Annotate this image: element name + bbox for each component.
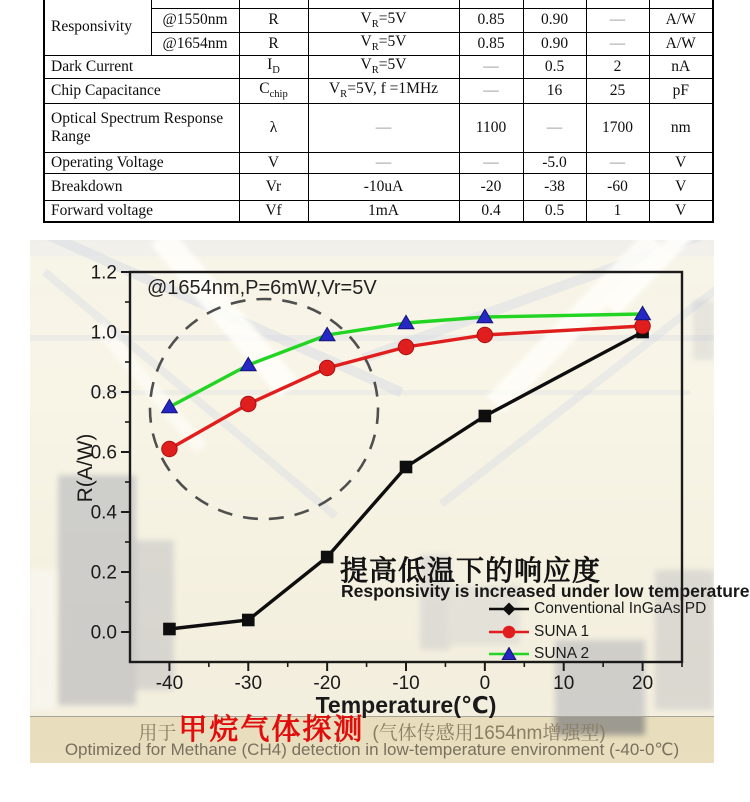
legend-label: SUNA 1 [534, 622, 590, 640]
cell-min: 0.4 [459, 200, 523, 222]
cell-max: — [586, 8, 649, 32]
cell-typ: — [523, 103, 586, 152]
cell-unit: V [649, 152, 713, 173]
cell-param: Operating Voltage [44, 152, 239, 173]
table-cell-clipped [523, 0, 586, 8]
cell-unit: A/W [649, 8, 713, 32]
cell-condition: $V_R=5V$ [308, 55, 459, 78]
highlight-text-english: Responsivity is increased under low temperature [341, 581, 750, 601]
table-row [44, 103, 713, 152]
cell-unit: nA [649, 55, 713, 78]
svg-text:1.0: 1.0 [90, 322, 117, 344]
cell-min: — [459, 55, 523, 78]
cell-symbol: $I_D$ [239, 55, 308, 78]
cell-max: — [586, 152, 649, 173]
plot-condition-annotation: @1654nm,P=6mW,Vr=5V [147, 277, 377, 299]
cell-condition: $V_R=5V$ [308, 32, 459, 55]
svg-text:0.4: 0.4 [90, 502, 117, 524]
chart-legend [488, 598, 706, 666]
table-row [44, 200, 713, 222]
cell-param-responsivity: Responsivity [44, 0, 151, 55]
y-axis-label: R(A/W) [74, 433, 97, 503]
cell-param: Chip Capacitance [44, 78, 239, 103]
table-cell-clipped [239, 0, 308, 8]
svg-text:10: 10 [553, 673, 575, 694]
cell-wavelength: @1654nm [151, 32, 239, 55]
cell-max: — [586, 32, 649, 55]
cell-unit: nm [649, 103, 713, 152]
cell-symbol: R [239, 32, 308, 55]
table-row [44, 152, 713, 173]
cell-condition: $V_R=5V$, f =1MHz [308, 78, 459, 103]
cell-symbol: R [239, 8, 308, 32]
cell-min: 0.85 [459, 8, 523, 32]
svg-text:-20: -20 [313, 673, 341, 694]
cell-condition: — [308, 103, 459, 152]
cell-typ: 0.90 [523, 8, 586, 32]
cell-param: Dark Current [44, 55, 239, 78]
svg-text:0.8: 0.8 [90, 382, 117, 404]
cell-param: Breakdown [44, 173, 239, 200]
cell-min: 1100 [459, 103, 523, 152]
cell-unit: V [649, 173, 713, 200]
table-cell-clipped [151, 0, 239, 8]
svg-text:0.0: 0.0 [90, 622, 117, 644]
caption-english: Optimized for Methane (CH4) detection in low-temperature environment (-40-0℃) [64, 740, 680, 759]
legend-circle-icon [488, 625, 530, 639]
cell-min: -20 [459, 173, 523, 200]
table-row-clipped [44, 0, 713, 8]
legend-diamond-icon [488, 602, 530, 616]
caption-methane-detection: 甲烷气体探测 [178, 714, 365, 746]
svg-text:-30: -30 [234, 673, 263, 694]
table-row [44, 173, 713, 200]
cell-condition: -10uA [308, 173, 459, 200]
cell-unit: V [649, 200, 713, 222]
legend-item-suna1 [488, 621, 706, 644]
legend-item-suna2 [488, 643, 706, 666]
caption-parenthetical: (气体传感用1654nm增强型) [372, 723, 606, 744]
table-cell-clipped [649, 0, 713, 8]
svg-text:20: 20 [632, 673, 654, 694]
legend-label: SUNA 2 [534, 645, 590, 663]
table-cell-clipped [459, 0, 523, 8]
caption-prefix: 用于 [138, 723, 177, 744]
cell-typ: -38 [523, 173, 586, 200]
table-row [44, 55, 713, 78]
highlight-text-chinese: 提高低温下的响应度 [340, 555, 602, 586]
cell-unit: pF [649, 78, 713, 103]
cell-param: Optical Spectrum Response Range [44, 103, 239, 152]
cell-symbol: Vr [239, 173, 308, 200]
cell-condition: — [308, 152, 459, 173]
cell-typ: -5.0 [523, 152, 586, 173]
cell-symbol: Vf [239, 200, 308, 222]
svg-text:0.2: 0.2 [90, 562, 117, 584]
legend-triangle-icon [488, 647, 530, 661]
cell-min: 0.85 [459, 32, 523, 55]
cell-param: Forward voltage [44, 200, 239, 222]
cell-max: 1 [586, 200, 649, 222]
table-row [44, 78, 713, 103]
cell-min: — [459, 78, 523, 103]
spec-table [43, 0, 714, 223]
cell-max: 2 [586, 55, 649, 78]
cell-max: -60 [586, 173, 649, 200]
cell-unit: A/W [649, 32, 713, 55]
cell-condition: $V_R=5V$ [308, 8, 459, 32]
cleanroom-photo [30, 240, 714, 763]
svg-text:1.2: 1.2 [90, 262, 117, 284]
cell-max: 25 [586, 78, 649, 103]
cell-typ: 0.5 [523, 200, 586, 222]
legend-item-conventional [488, 598, 706, 621]
cell-max: 1700 [586, 103, 649, 152]
svg-text:0: 0 [479, 673, 491, 694]
table-cell-clipped [586, 0, 649, 8]
svg-text:-10: -10 [392, 673, 420, 694]
cell-wavelength: @1550nm [151, 8, 239, 32]
cell-symbol: V [239, 152, 308, 173]
table-cell-clipped [308, 0, 459, 8]
cell-typ: 0.90 [523, 32, 586, 55]
cell-typ: 16 [523, 78, 586, 103]
legend-label: Conventional InGaAs PD [534, 600, 707, 618]
svg-text:0.6: 0.6 [90, 442, 117, 464]
cell-min: — [459, 152, 523, 173]
cell-typ: 0.5 [523, 55, 586, 78]
cell-condition: 1mA [308, 200, 459, 222]
x-axis-label: Temperature(℃) [315, 692, 497, 718]
svg-text:-40: -40 [155, 673, 184, 694]
cell-symbol: λ [239, 103, 308, 152]
cell-symbol: $C_{chip}$ [239, 78, 308, 103]
